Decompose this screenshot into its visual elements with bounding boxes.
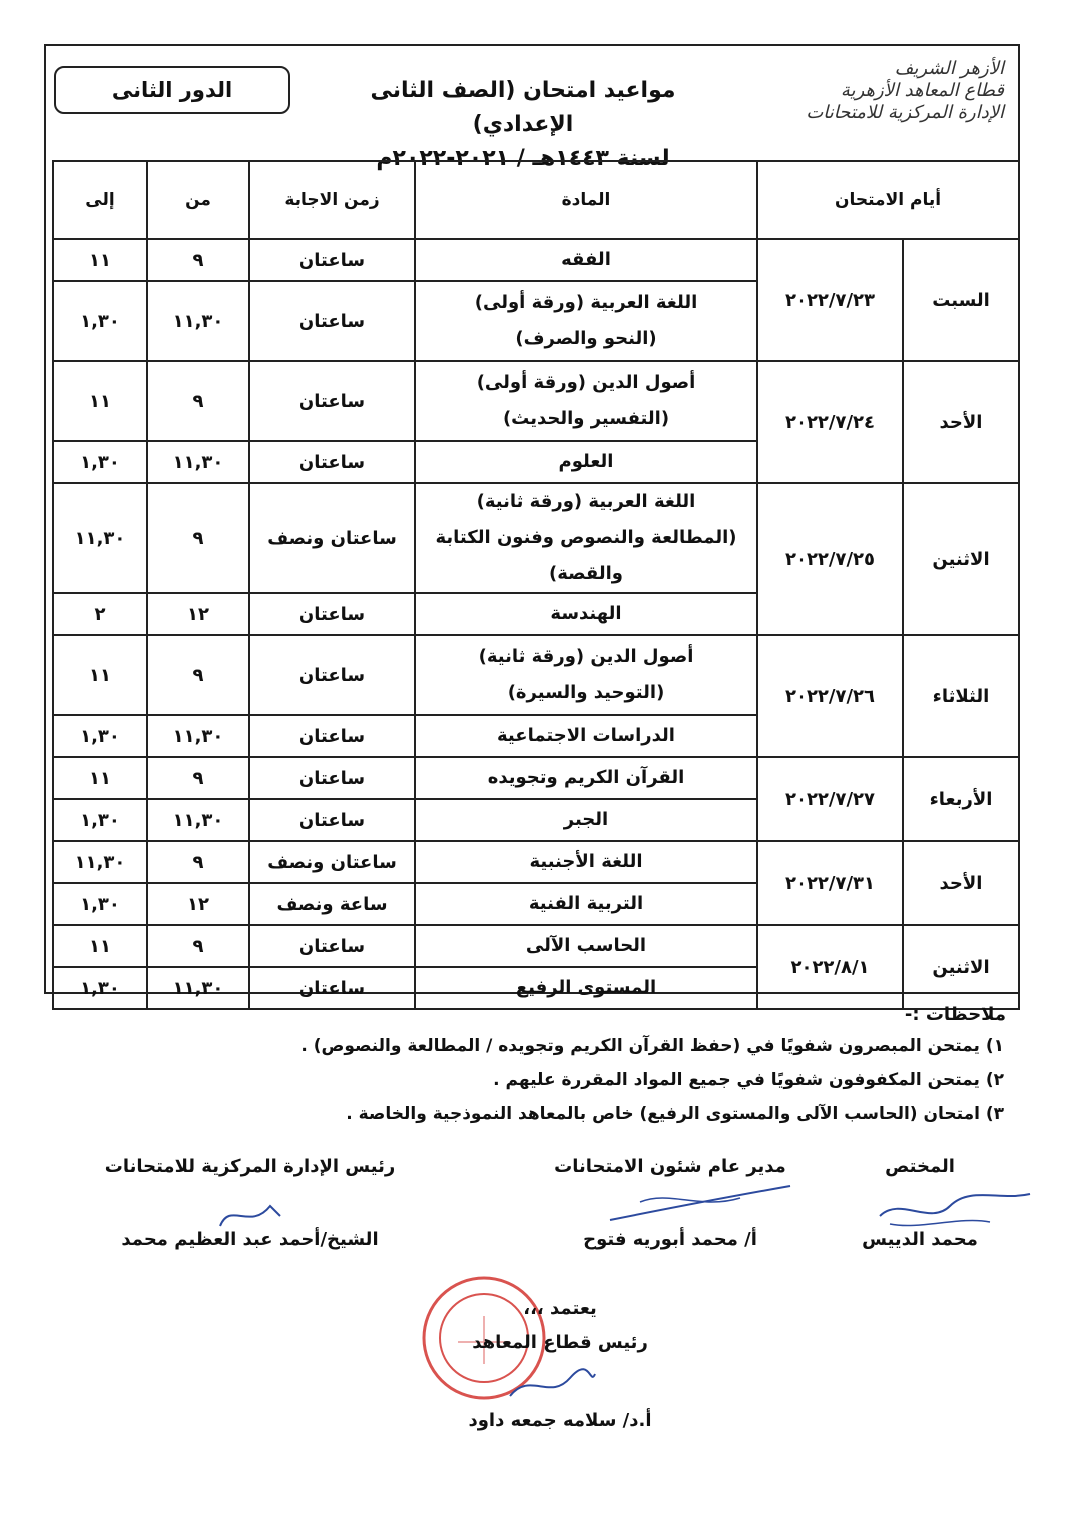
to-cell: ١,٣٠ [53,715,147,757]
note-item: ١) يمتحن المبصرون شفويًا في (حفظ القرآن الكريم وتجويده / المطالعة والنصوص) . [301,1036,1004,1056]
exam-day: الاثنين [903,925,1019,1009]
notes-section [52,1004,1018,1135]
head-role: رئيس الإدارة المركزية للامتحانات [104,1156,396,1177]
from-cell: ٩ [147,757,249,799]
header-to: إلى [53,161,147,239]
approval-signature-scribble [500,1366,600,1406]
head-name: الشيخ/أحمد عبد العظيم محمد [121,1229,379,1250]
subject-cell [415,281,757,361]
subject-line: أصول الدين (ورقة ثانية) [478,646,694,667]
subject-line: (المطالعة والنصوص وفنون الكتابة والقصة) [435,527,737,584]
subject-line: (التوحيد والسيرة) [507,682,665,703]
duration-cell: ساعتان [249,441,415,483]
org-line-1: الأزهر الشريف [894,58,1004,79]
subject-line: التربية الفنية [528,893,644,914]
to-cell: ١١ [53,361,147,441]
exam-date: ٢٠٢٢/٧/٢٦ [757,635,903,757]
to-cell: ١١ [53,635,147,715]
header-duration: زمن الاجابة [249,161,415,239]
approval-block [430,1292,690,1438]
exam-day: السبت [903,239,1019,361]
head-signature-scribble [210,1196,290,1232]
specialist-name: محمد الدييس [862,1229,978,1250]
subject-line: القرآن الكريم وتجويده [487,767,685,788]
to-cell: ١١ [53,239,147,281]
exam-date: ٢٠٢٢/٧/٢٥ [757,483,903,635]
to-cell: ١,٣٠ [53,883,147,925]
to-cell: ١,٣٠ [53,967,147,1009]
exam-schedule-table [52,160,1020,1010]
organization-letterhead [754,58,1004,124]
exam-day: الاثنين [903,483,1019,635]
note-item: ٢) يمتحن المكفوفون شفويًا في جميع المواد المقررة عليهم . [493,1070,1004,1090]
table-row [53,483,1019,593]
duration-cell: ساعتان [249,925,415,967]
round-badge: الدور الثانى [54,66,290,114]
specialist-role: المختص [885,1156,955,1177]
duration-cell: ساعتان ونصف [249,841,415,883]
from-cell: ٩ [147,483,249,593]
exam-day: الأربعاء [903,757,1019,841]
subject-line: المستوى الرفيع [515,977,657,998]
exam-date: ٢٠٢٢/٧/٢٣ [757,239,903,361]
table-row [53,361,1019,441]
exam-day: الثلاثاء [903,635,1019,757]
subject-cell [415,483,757,593]
duration-cell: ساعتان [249,239,415,281]
from-cell: ٩ [147,925,249,967]
subject-line: (التفسير والحديث) [502,408,670,429]
header-from: من [147,161,249,239]
manager-signature-scribble [600,1180,800,1230]
exam-date: ٢٠٢٢/٨/١ [757,925,903,1009]
subject-line: اللغة الأجنبية [529,851,643,872]
duration-cell: ساعتان ونصف [249,483,415,593]
subject-line: الفقه [561,249,611,270]
to-cell: ١١,٣٠ [53,841,147,883]
from-cell: ١١,٣٠ [147,281,249,361]
from-cell: ٩ [147,239,249,281]
duration-cell: ساعتان [249,799,415,841]
to-cell: ١,٣٠ [53,441,147,483]
table-row [53,239,1019,281]
table-header-row [53,161,1019,239]
subject-cell [415,925,757,967]
duration-cell: ساعتان [249,593,415,635]
to-cell: ١١ [53,757,147,799]
subject-cell [415,715,757,757]
from-cell: ١١,٣٠ [147,967,249,1009]
specialist-signature-scribble [870,1186,1040,1236]
title-line-2: لسنة ١٤٤٣هـ / ٢٠٢١-٢٠٢٢م [376,146,670,171]
manager-name: أ/ محمد أبوريه فتوح [583,1229,757,1250]
duration-cell: ساعتان [249,757,415,799]
to-cell: ١١,٣٠ [53,483,147,593]
header-days: أيام الامتحان [757,161,1019,239]
from-cell: ٩ [147,635,249,715]
duration-cell: ساعتان [249,281,415,361]
table-row [53,635,1019,715]
duration-cell: ساعتان [249,967,415,1009]
subject-cell [415,841,757,883]
to-cell: ١١ [53,925,147,967]
subject-line: اللغة العربية (ورقة ثانية) [476,491,696,512]
subject-line: العلوم [558,451,614,472]
subject-cell [415,967,757,1009]
duration-cell: ساعتان [249,361,415,441]
table-row [53,757,1019,799]
from-cell: ٩ [147,361,249,441]
notes-title: ملاحظات :- [904,1004,1006,1025]
duration-cell: ساعتان [249,715,415,757]
to-cell: ١,٣٠ [53,281,147,361]
exam-date: ٢٠٢٢/٧/٢٧ [757,757,903,841]
subject-cell [415,593,757,635]
note-item: ٣) امتحان (الحاسب الآلى والمستوى الرفيع) خاص بالمعاهد النموذجية والخاصة . [346,1104,1004,1124]
exam-date: ٢٠٢٢/٧/٣١ [757,841,903,925]
from-cell: ١٢ [147,883,249,925]
approval-role: رئيس قطاع المعاهد [472,1332,648,1353]
manager-role: مدير عام شئون الامتحانات [554,1156,786,1177]
subject-cell [415,883,757,925]
exam-date: ٢٠٢٢/٧/٢٤ [757,361,903,483]
from-cell: ٩ [147,841,249,883]
subject-line: الجبر [563,809,609,830]
subject-line: أصول الدين (ورقة أولى) [476,372,696,393]
subject-cell [415,757,757,799]
schedule-body [53,239,1019,1009]
from-cell: ١٢ [147,593,249,635]
subject-cell [415,441,757,483]
document-header [46,46,1018,171]
subject-line: الدراسات الاجتماعية [497,725,675,746]
approval-label: يعتمد ،،، [523,1298,597,1319]
title-line-1: مواعيد امتحان (الصف الثانى الإعدادي) [370,78,676,137]
subject-line: الهندسة [550,603,622,624]
subject-cell [415,239,757,281]
subject-cell [415,361,757,441]
subject-line: اللغة العربية (ورقة أولى) [474,292,698,313]
to-cell: ١,٣٠ [53,799,147,841]
exam-day: الأحد [903,841,1019,925]
subject-line: الحاسب الآلى [525,935,647,956]
org-line-3: الإدارة المركزية للامتحانات [806,102,1004,123]
duration-cell: ساعتان [249,635,415,715]
approval-name: أ.د/ سلامه جمعه داود [468,1410,652,1431]
duration-cell: ساعة ونصف [249,883,415,925]
from-cell: ١١,٣٠ [147,441,249,483]
exam-day: الأحد [903,361,1019,483]
table-row [53,925,1019,967]
subject-cell [415,799,757,841]
org-line-2: قطاع المعاهد الأزهرية [840,80,1004,101]
subject-line: (النحو والصرف) [515,328,657,349]
from-cell: ١١,٣٠ [147,799,249,841]
header-subject: المادة [415,161,757,239]
from-cell: ١١,٣٠ [147,715,249,757]
table-row [53,841,1019,883]
to-cell: ٢ [53,593,147,635]
subject-cell [415,635,757,715]
